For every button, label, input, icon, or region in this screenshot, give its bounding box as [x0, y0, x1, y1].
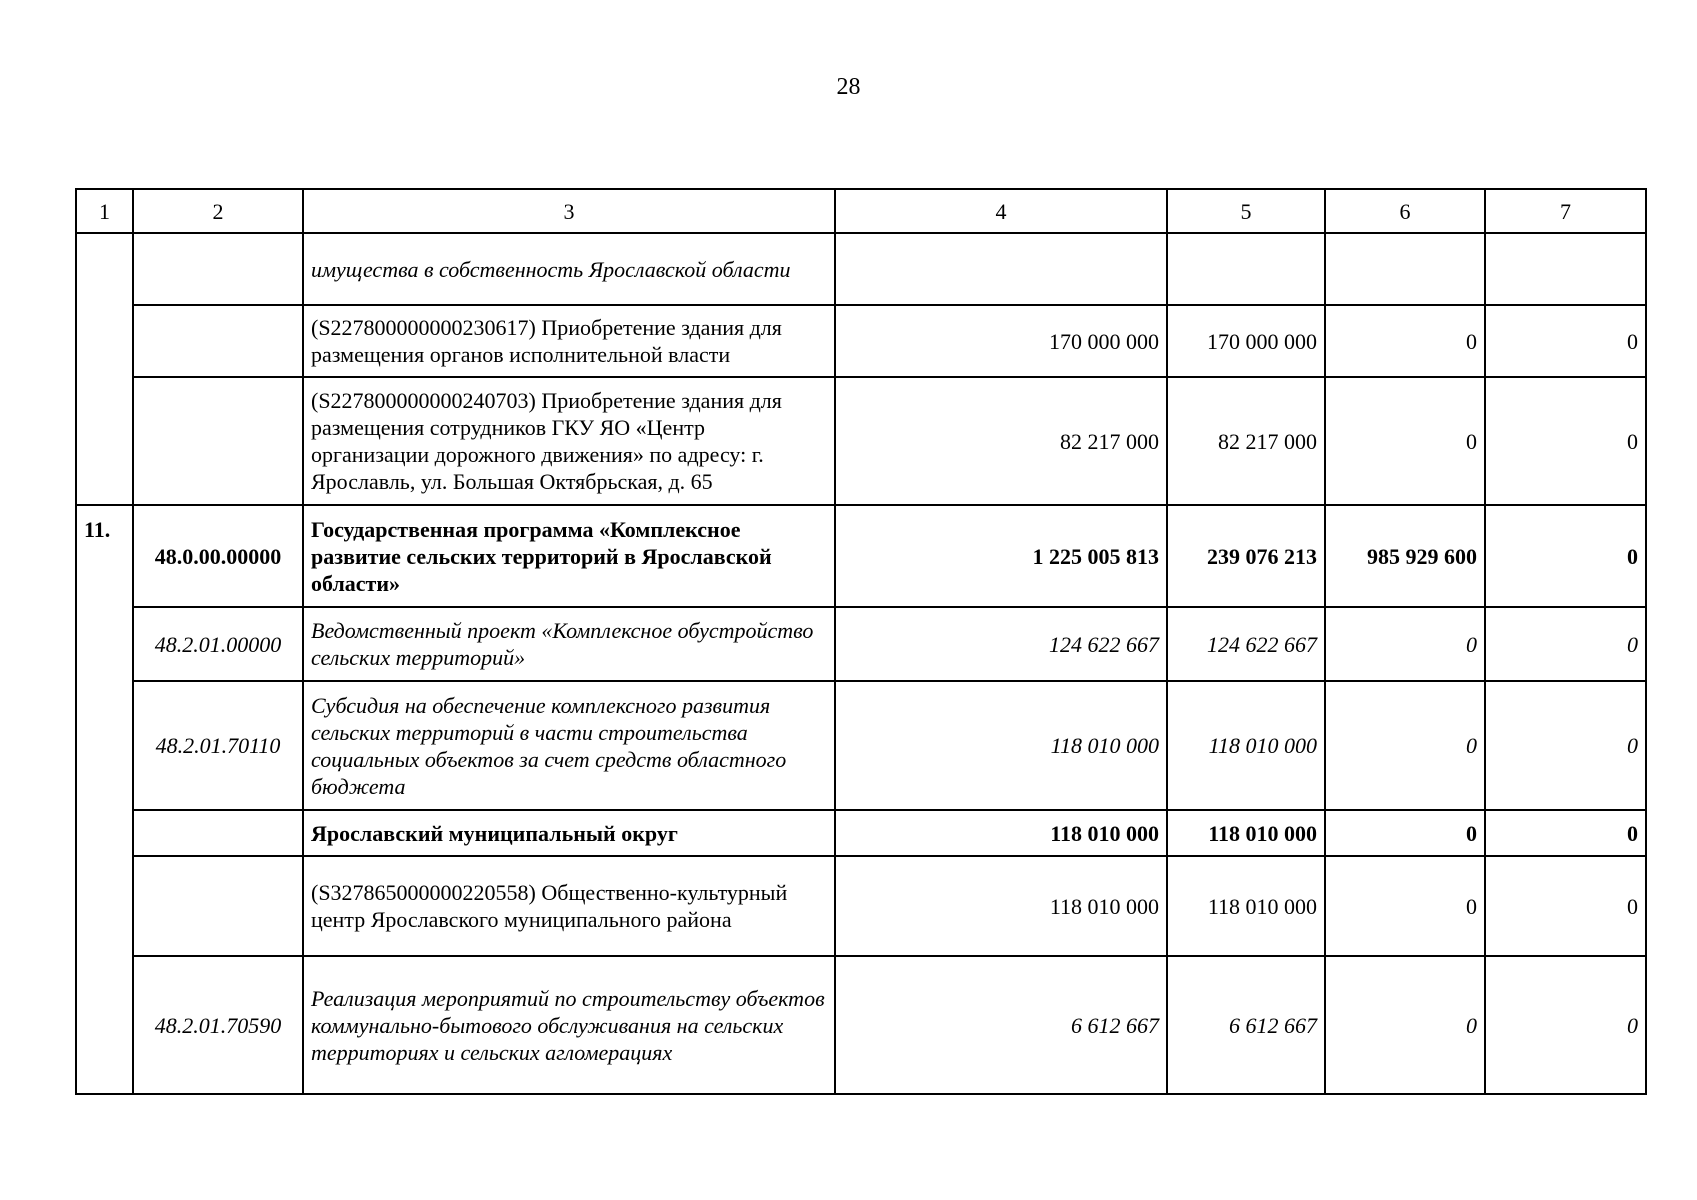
- page-number: 28: [836, 74, 861, 100]
- value-cell: 6 612 667: [1167, 956, 1325, 1094]
- table-row: [76, 233, 1646, 305]
- table-header-row: [76, 189, 1646, 233]
- description-cell: Реализация мероприятий по строительству объектов коммунально-бытового обслуживания на сельских территориях и сельских агломерациях: [303, 956, 835, 1094]
- table-row: [76, 377, 1646, 505]
- description-cell: (S227800000000240703) Приобретение здания для размещения сотрудников ГКУ ЯО «Центр организации дорожного движения» по адресу: г. Ярославль, ул. Большая Октябрьская, д. 65: [303, 377, 835, 505]
- budget-table: [75, 188, 1647, 1095]
- value-cell: 0: [1325, 305, 1485, 377]
- description-cell: Ярославский муниципальный округ: [303, 810, 835, 856]
- table-row: [76, 607, 1646, 681]
- value-cell: 118 010 000: [835, 856, 1167, 956]
- description-cell: Государственная программа «Комплексное развитие сельских территорий в Ярославской области»: [303, 505, 835, 607]
- value-cell: 0: [1325, 607, 1485, 681]
- header-cell: 5: [1167, 189, 1325, 233]
- value-cell: 0: [1325, 856, 1485, 956]
- code-cell: [133, 856, 303, 956]
- code-cell: 48.2.01.70590: [133, 956, 303, 1094]
- header-cell: 2: [133, 189, 303, 233]
- value-cell: 0: [1485, 956, 1646, 1094]
- value-cell: [835, 233, 1167, 305]
- header-cell: 1: [76, 189, 133, 233]
- value-cell: [1167, 233, 1325, 305]
- value-cell: [1325, 233, 1485, 305]
- value-cell: 239 076 213: [1167, 505, 1325, 607]
- code-cell: [133, 305, 303, 377]
- value-cell: 82 217 000: [835, 377, 1167, 505]
- description-cell: Субсидия на обеспечение комплексного развития сельских территорий в части строительства социальных объектов за счет средств областного бюджета: [303, 681, 835, 810]
- value-cell: 0: [1485, 681, 1646, 810]
- description-cell: имущества в собственность Ярославской области: [303, 233, 835, 305]
- value-cell: 985 929 600: [1325, 505, 1485, 607]
- value-cell: 124 622 667: [835, 607, 1167, 681]
- value-cell: 82 217 000: [1167, 377, 1325, 505]
- header-cell: 7: [1485, 189, 1646, 233]
- section-index-cell: 11.: [76, 505, 133, 1094]
- value-cell: 0: [1485, 505, 1646, 607]
- value-cell: 118 010 000: [1167, 681, 1325, 810]
- table-row: [76, 305, 1646, 377]
- value-cell: 0: [1485, 377, 1646, 505]
- value-cell: 170 000 000: [835, 305, 1167, 377]
- code-cell: 48.2.01.00000: [133, 607, 303, 681]
- value-cell: 0: [1325, 956, 1485, 1094]
- description-cell: (S327865000000220558) Общественно-культурный центр Ярославского муниципального района: [303, 856, 835, 956]
- code-cell: 48.2.01.70110: [133, 681, 303, 810]
- description-cell: Ведомственный проект «Комплексное обустройство сельских территорий»: [303, 607, 835, 681]
- value-cell: 0: [1325, 377, 1485, 505]
- value-cell: 1 225 005 813: [835, 505, 1167, 607]
- value-cell: 0: [1485, 607, 1646, 681]
- code-cell: 48.0.00.00000: [133, 505, 303, 607]
- value-cell: 124 622 667: [1167, 607, 1325, 681]
- value-cell: 118 010 000: [835, 681, 1167, 810]
- index-cell: [76, 233, 133, 505]
- header-cell: 3: [303, 189, 835, 233]
- code-cell: [133, 233, 303, 305]
- value-cell: 0: [1325, 810, 1485, 856]
- value-cell: 118 010 000: [835, 810, 1167, 856]
- header-cell: 4: [835, 189, 1167, 233]
- value-cell: 6 612 667: [835, 956, 1167, 1094]
- value-cell: 0: [1485, 810, 1646, 856]
- table-row: [76, 956, 1646, 1094]
- value-cell: 170 000 000: [1167, 305, 1325, 377]
- value-cell: 0: [1325, 681, 1485, 810]
- code-cell: [133, 810, 303, 856]
- table-row: [76, 681, 1646, 810]
- description-cell: (S227800000000230617) Приобретение здания для размещения органов исполнительной власти: [303, 305, 835, 377]
- value-cell: 0: [1485, 305, 1646, 377]
- table-row: [76, 856, 1646, 956]
- value-cell: 0: [1485, 856, 1646, 956]
- value-cell: [1485, 233, 1646, 305]
- value-cell: 118 010 000: [1167, 810, 1325, 856]
- code-cell: [133, 377, 303, 505]
- header-cell: 6: [1325, 189, 1485, 233]
- table-row-program: [76, 505, 1646, 607]
- table-row-municipality: [76, 810, 1646, 856]
- value-cell: 118 010 000: [1167, 856, 1325, 956]
